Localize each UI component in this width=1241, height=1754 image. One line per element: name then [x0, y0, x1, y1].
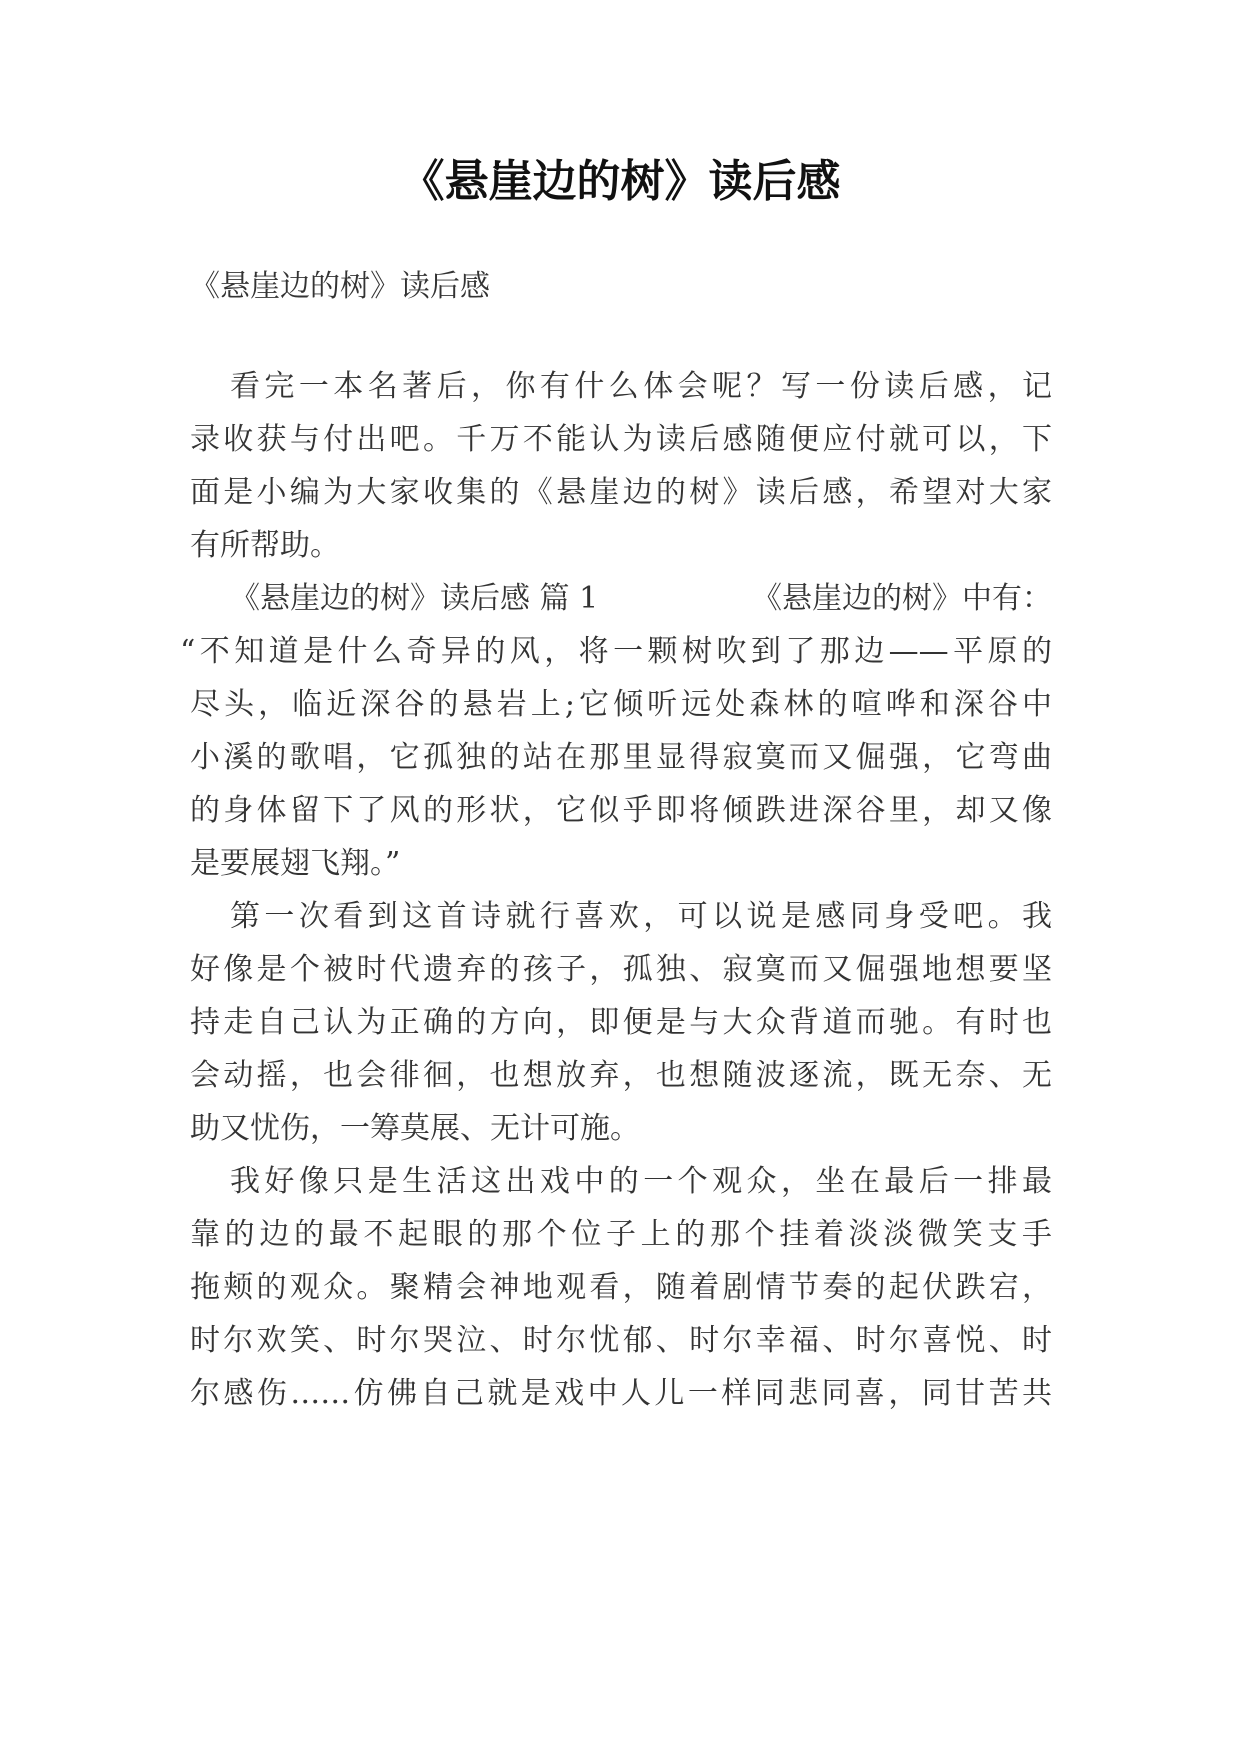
- paragraph-line: 时尔欢笑、时尔哭泣、时尔忧郁、时尔幸福、时尔喜悦、时: [190, 1323, 1052, 1358]
- paragraph-line: 助又忧伤，一筹莫展、无计可施。: [190, 1111, 640, 1146]
- document-title: 《悬崖边的树》读后感: [400, 156, 841, 207]
- paragraph-line: 尽头，临近深谷的悬岩上;它倾听远处森林的喧哗和深谷中: [190, 687, 1052, 722]
- paragraph-line: 好像是个被时代遗弃的孩子，孤独、寂寞而又倔强地想要坚: [190, 952, 1052, 987]
- paragraph-line: 会动摇，也会徘徊，也想放弃，也想随波逐流，既无奈、无: [190, 1058, 1052, 1093]
- paragraph-line: 小溪的歌唱，它孤独的站在那里显得寂寞而又倔强，它弯曲: [190, 740, 1052, 775]
- paragraph-line: 第一次看到这首诗就行喜欢，可以说是感同身受吧。我: [230, 899, 1052, 934]
- section-heading: 《悬崖边的树》读后感 篇 1: [230, 581, 599, 616]
- paragraph-line: 靠的边的最不起眼的那个位子上的那个挂着淡淡微笑支手: [190, 1217, 1052, 1252]
- paragraph-line: 持走自己认为正确的方向，即便是与大众背道而驰。有时也: [190, 1005, 1052, 1040]
- document-subtitle: 《悬崖边的树》读后感: [190, 269, 490, 304]
- paragraph-line: 我好像只是生活这出戏中的一个观众，坐在最后一排最: [230, 1164, 1052, 1199]
- paragraph-line: 是要展翅飞翔。”: [190, 846, 401, 881]
- paragraph-line: 尔感伤……仿佛自己就是戏中人儿一样同悲同喜，同甘苦共: [190, 1376, 1052, 1411]
- paragraph-line: 的身体留下了风的形状，它似乎即将倾跌进深谷里，却又像: [190, 793, 1052, 828]
- paragraph-line: 录收获与付出吧。千万不能认为读后感随便应付就可以，下: [190, 422, 1052, 457]
- paragraph-line: 看完一本名著后，你有什么体会呢？写一份读后感，记: [230, 369, 1052, 404]
- paragraph-line: 有所帮助。: [190, 528, 340, 563]
- paragraph-line: 拖颊的观众。聚精会神地观看，随着剧情节奏的起伏跌宕，: [190, 1270, 1052, 1305]
- paragraph-line: “不知道是什么奇异的风，将一颗树吹到了那边——平原的: [180, 634, 1052, 669]
- paragraph-line: 面是小编为大家收集的《悬崖边的树》读后感，希望对大家: [190, 475, 1052, 510]
- paragraph-line: 《悬崖边的树》中有：: [752, 581, 1052, 616]
